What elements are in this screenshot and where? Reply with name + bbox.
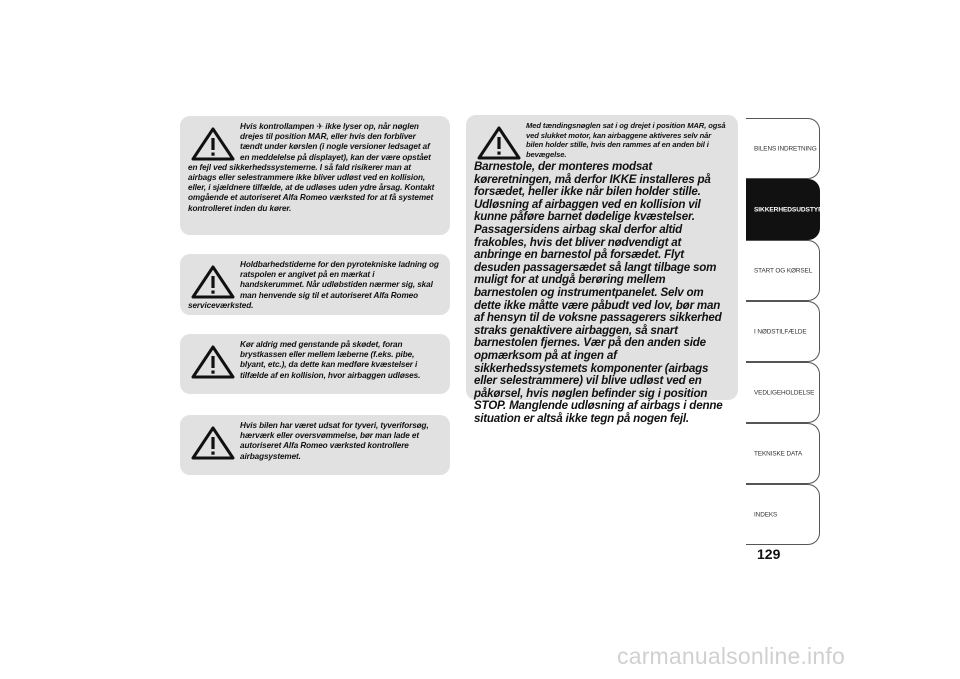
- watermark: carmanualsonline.info: [617, 643, 845, 669]
- warning-box-kontrollampe: [180, 116, 450, 235]
- section-tabs: [746, 118, 823, 545]
- tab-sikkerhedsudstyr[interactable]: [746, 179, 823, 240]
- tab-label: I NØDSTILFÆLDE: [754, 328, 807, 335]
- warning-triangle-icon: [476, 125, 522, 161]
- warning-triangle-icon: [190, 425, 236, 461]
- warning-triangle-icon: [190, 264, 236, 300]
- warning-triangle-icon: [190, 344, 236, 380]
- warning-body-text: Barnestole, der monteres modsat køreretningen, må derfor IKKE installeres på forsædet, heller ikke når bilen holder stille. Udløsning af airbaggen ved en kollision vil kunne påføre barnet dødelige kvæstelser. Passagersidens airbag skal derfor altid frakobles, hvis det bliver nødvendigt at anbringe en barnestol på forsædet. Flyt desuden passagersædet så langt tilbage som muligt for at undgå berøring mellem barnestolen og instrumentpanelet. Selv om dette ikke måtte være påbudt ved lov, bør man af hensyn til de voksne passagerers sikkerhed straks genaktivere airbaggen, så snart barnestolen fjernes. Vær på den anden side opmærksom på at ingen af sikkerhedssystemets komponenter (airbags eller selestrammere) vil blive udløst ved en påkørsel, hvis nøglen befinder sig i position STOP. Manglende udløsning af airbags i denne situation er altså ikke tegn på nogen fejl.: [474, 160, 723, 425]
- warning-box-tyveri: [180, 415, 450, 475]
- page-number: 129: [757, 546, 781, 562]
- warning-text: Hvis bilen har været udsat for tyveri, tyveriforsøg, hærværk eller oversvømmelse, bør man lade et autoriseret Alfa Romeo værksted kontrollere airbagsystemet.: [240, 421, 429, 461]
- tab-label: INDEKS: [754, 511, 778, 518]
- warning-intro-text: Med tændingsnøglen sat i og drejet i position MAR, også ved slukket motor, kan airbaggene aktiveres selv når bilen holder stille, hvis den rammes af en anden bil i bevægelse.: [526, 121, 726, 159]
- warning-text: Hvis kontrollampen ✈ ikke lyser op, når nøglen drejes til position MAR, eller hvis den forbliver tændt under kørslen (i nogle versioner ledsaget af en meddelelse på displayet), kan der være opstået en fejl ved sikkerhedssystemerne. I så fald risikerer man at airbags eller selestrammere ikke bliver udløst ved en kollision, eller, i sjældnere tilfælde, at de udløses uden ydre årsag. Kontakt omgående et autoriseret Alfa Romeo værksted for at få systemet kontrolleret inden du kører.: [188, 122, 435, 213]
- warning-text: Holdbarhedstiderne for den pyrotekniske ladning og ratspolen er angivet på en mærkat i handskerummet. Når udløbstiden nærmer sig, skal man henvende sig til et autoriseret Alfa Romeo serviceværksted.: [188, 260, 439, 310]
- tab-label: VEDLIGEHOLDELSE: [754, 389, 815, 396]
- warning-text: Kør aldrig med genstande på skødet, foran brystkassen eller mellem læberne (f.eks. pibe, blyant, etc.), da dette kan medføre kvæstelser i tilfælde af en kollision, hvor airbaggen udløses.: [240, 340, 421, 380]
- warning-box-genstande: [180, 334, 450, 394]
- tab-indeks[interactable]: [746, 484, 820, 545]
- tab-start-og-korsel[interactable]: [746, 240, 820, 301]
- tab-label: START OG KØRSEL: [754, 267, 813, 274]
- tab-i-nodstilfaelde[interactable]: [746, 301, 820, 362]
- warning-box-holdbarhed: [180, 254, 450, 315]
- tab-label: SIKKERHEDSUDSTYR: [754, 206, 823, 213]
- tab-vedligeholdelse[interactable]: [746, 362, 820, 423]
- warning-box-airbag-barnestol: [466, 115, 738, 425]
- tab-bilens-indretning[interactable]: [746, 118, 820, 179]
- tab-tekniske-data[interactable]: [746, 423, 820, 484]
- tab-label: TEKNISKE DATA: [754, 450, 803, 457]
- warning-triangle-icon: [190, 126, 236, 162]
- tab-label: BILENS INDRETNING: [754, 145, 817, 152]
